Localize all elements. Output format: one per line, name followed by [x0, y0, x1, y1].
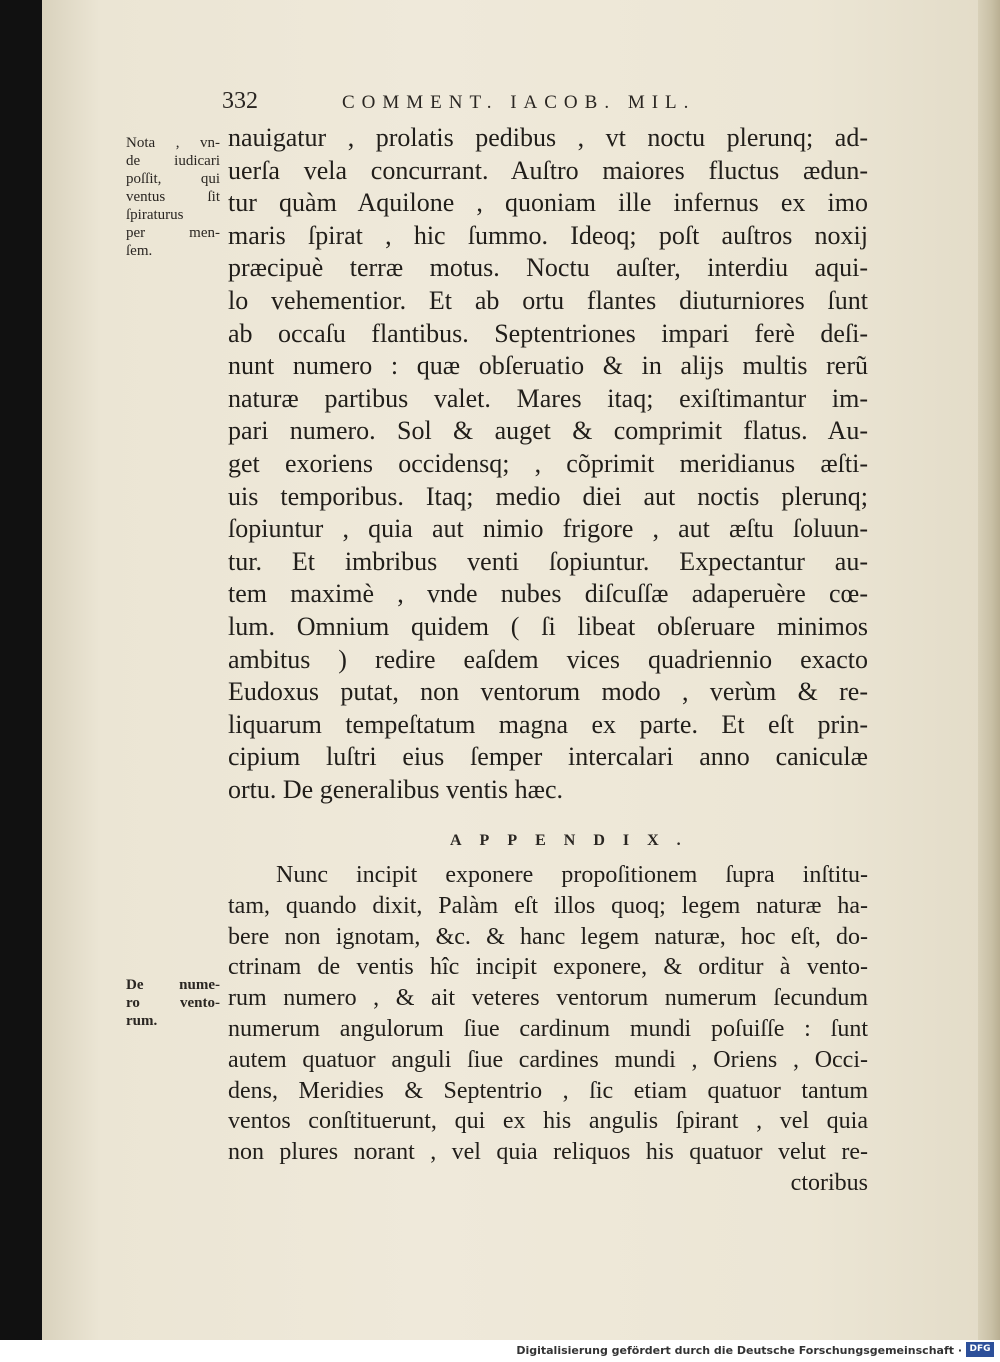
marginal-line: Nota , vn- [126, 135, 220, 151]
running-head [222, 88, 922, 118]
text-line: autem quatuor anguli ſiue cardines mundi , Oriens , Occi- [228, 1046, 868, 1073]
text-line: ortu. De generalibus ventis hæc. [228, 774, 564, 804]
running-title: COMMENT. IACOB. MIL. [342, 92, 696, 113]
text-line: bere non ignotam, &c. & hanc legem naturæ, hoc eſt, do- [228, 923, 868, 950]
text-line: maris ſpirat , hic ſummo. Ideoq; poſt auſtros noxij [228, 220, 868, 250]
text-line: numerum angulorum ſiue cardinum mundi poſuiſſe : ſunt [228, 1015, 868, 1042]
text-line: naturæ partibus valet. Mares itaq; exiſtimantur im- [228, 383, 868, 413]
text-line: nauigatur , prolatis pedibus , vt noctu plerunq; ad- [228, 123, 868, 152]
main-text-block [228, 122, 868, 806]
marginal-line: ro vento- [126, 995, 220, 1011]
text-line: tur. Et imbribus venti ſopiuntur. Expectantur au- [228, 546, 868, 576]
marginal-line: rum. [126, 1013, 158, 1029]
text-line: cipium luſtri eius ſemper intercalari anno caniculæ [228, 742, 868, 772]
text-line: ſopiuntur , quia aut nimio frigore , aut æſtu ſoluun- [228, 514, 868, 544]
text-line: ab occaſu flantibus. Septentriones impari ferè deſi- [228, 318, 868, 348]
text-line: tur quàm Aquilone , quoniam ille infernus ex imo [228, 188, 868, 218]
marginal-line: ventus ſit [126, 189, 220, 205]
marginal-note-wind-number [126, 976, 220, 1030]
text-line: ctrinam de ventis hîc incipit exponere, & orditur à vento- [228, 954, 868, 981]
page-number: 332 [222, 88, 258, 114]
text-line: uerſa vela concurrant. Auſtro maiores fluctus ædun- [228, 155, 868, 185]
text-line: uis temporibus. Itaq; medio diei aut noctis plerunq; [228, 481, 868, 511]
text-line: pari numero. Sol & auget & comprimit flatus. Au- [228, 416, 868, 446]
text-line: non plures norant , vel quia reliquos his quatuor velut re- [228, 1139, 868, 1166]
appendix-text-block [228, 860, 868, 1199]
text-line: ambitus ) redire eaſdem vices quadriennio exacto [228, 644, 868, 674]
catchword: ctoribus [790, 1169, 868, 1196]
text-line: tam, quando dixit, Palàm eſt illos quoq; legem naturæ ha- [228, 892, 868, 919]
marginal-line: per men- [126, 225, 220, 241]
text-line: dens, Meridies & Septentrio , ſic etiam quatuor tantum [228, 1077, 868, 1104]
marginal-line: poſſit, qui [126, 171, 220, 187]
dfg-logo: DFG [966, 1342, 994, 1357]
text-line: Nunc incipit exponere propoſitionem ſupra inſtitu- [276, 862, 868, 888]
text-line: tem maximè , vnde nubes diſcuſſæ adaperuère cœ- [228, 579, 868, 609]
text-line: nunt numero : quæ obſeruatio & in alijs multis rerũ [228, 351, 868, 381]
text-line: ventos conſtituerunt, qui ex his angulis ſpirant , vel quia [228, 1108, 868, 1135]
text-line: præcipuè terræ motus. Noctu auſter, interdiu aqui- [228, 253, 868, 283]
marginal-line: ſem. [126, 243, 153, 259]
marginal-line: ſpiraturus [126, 207, 184, 223]
text-line: liquarum tempeſtatum magna ex parte. Et eſt prin- [228, 709, 868, 739]
digitization-credit: Digitalisierung gefördert durch die Deutsche Forschungsgemeinschaft · [516, 1344, 962, 1357]
marginal-note-wind-forecast [126, 134, 220, 260]
text-line: lum. Omnium quidem ( ſi libeat obſeruare minimos [228, 611, 868, 641]
page-edge [978, 0, 1000, 1340]
marginal-line: de iudicari [126, 153, 220, 169]
marginal-line: De nume- [126, 977, 220, 993]
text-line: get exoriens occidensq; , cõprimit meridianus æſti- [228, 448, 868, 478]
text-line: rum numero , & ait veteres ventorum numerum ſecundum [228, 985, 868, 1012]
appendix-heading: APPENDIX. [450, 832, 699, 849]
text-line: lo vehementior. Et ab ortu flantes diuturniores ſunt [228, 285, 868, 315]
text-line: Eudoxus putat, non ventorum modo , verùm & re- [228, 677, 868, 707]
